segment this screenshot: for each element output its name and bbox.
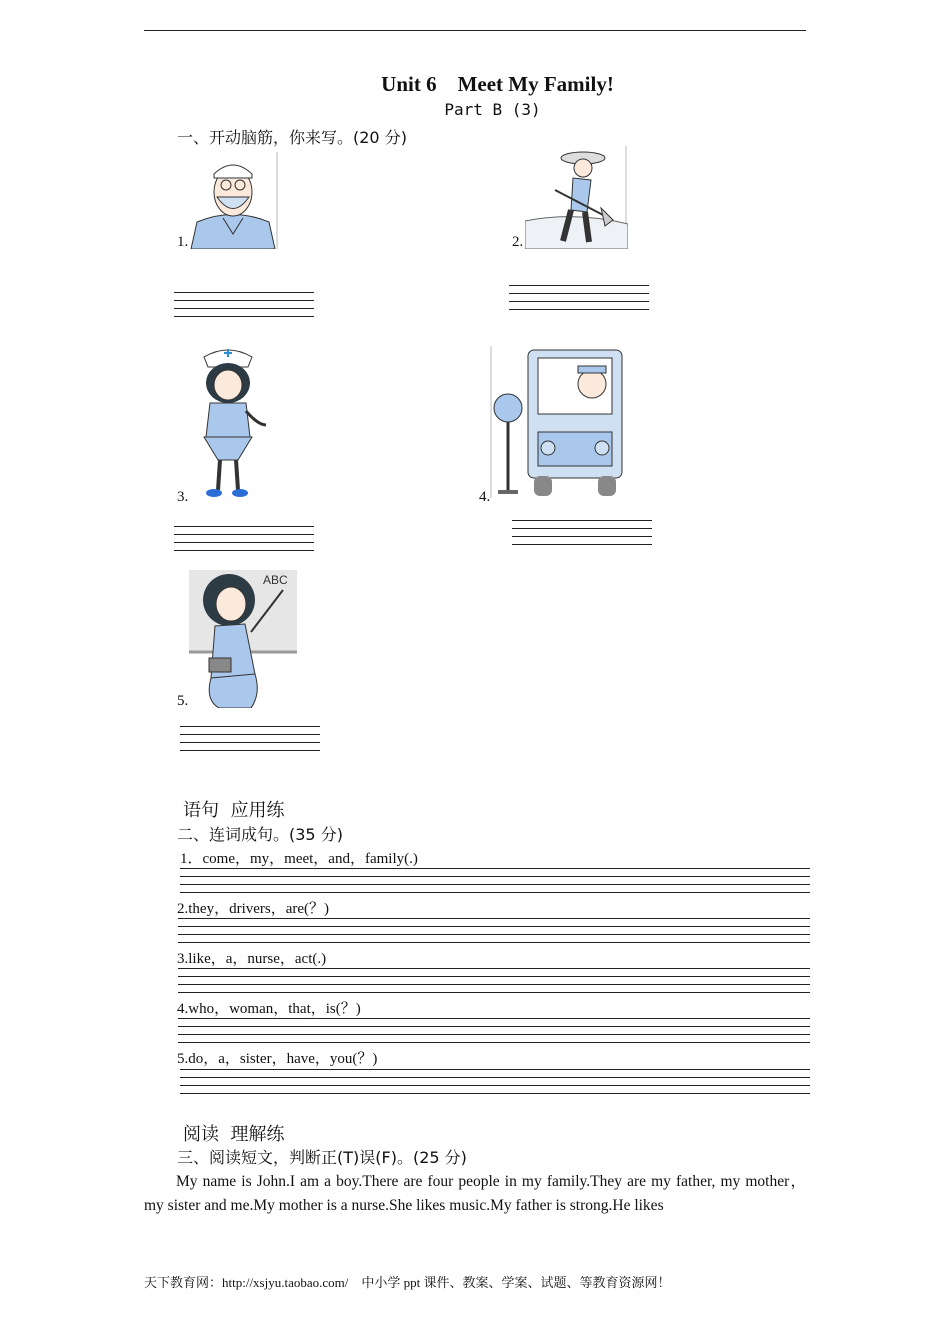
sentence-3: 3.like，a，nurse，act(.) [177, 951, 327, 967]
page-footer: 天下教育网：http://xsjyu.taobao.com/ 中小学 ppt 课件、教案、学案、试题、等教育资源网！ [144, 1275, 671, 1290]
practice-reading-heading: 阅读 理解练 [183, 1124, 285, 1145]
farmer-icon [525, 146, 628, 249]
top-rule [144, 30, 806, 31]
answer-lines-2[interactable] [509, 285, 649, 317]
sentence-1-lines[interactable] [180, 868, 810, 900]
answer-lines-1[interactable] [174, 292, 314, 324]
driver-icon [490, 346, 625, 498]
page-subtitle: Part B (3) [444, 100, 541, 119]
sentence-1: 1．come，my，meet，and，family(.) [180, 851, 418, 867]
answer-lines-5[interactable] [180, 726, 320, 758]
sentence-4: 4.who，woman，that，is(？) [177, 1001, 361, 1017]
item-number-3: 3. [177, 489, 189, 505]
sentence-3-lines[interactable] [178, 968, 810, 1000]
item-number-5: 5. [177, 693, 189, 709]
sentence-2: 2.they，drivers，are(？) [177, 901, 330, 917]
doctor-icon [189, 152, 278, 249]
item-number-1: 1. [177, 234, 189, 250]
answer-lines-4[interactable] [512, 520, 652, 552]
item-number-4: 4. [479, 489, 491, 505]
nurse-icon [190, 345, 270, 501]
sentence-4-lines[interactable] [178, 1018, 810, 1050]
page-title: Unit 6 Meet My Family! [381, 72, 614, 96]
sentence-2-lines[interactable] [178, 918, 810, 950]
section1-heading: 一、开动脑筋，你来写。(20 分) [177, 128, 407, 147]
sentence-5-lines[interactable] [180, 1069, 810, 1101]
reading-paragraph-text: My name is John.I am a boy.There are four people in my family.They are my father, my mother， my sister and me.My mother is a nurse.She likes music.My father is strong.He likes [144, 1173, 806, 1214]
reading-paragraph [144, 1170, 806, 1218]
sentence-5: 5.do，a，sister，have，you(？) [177, 1051, 378, 1067]
practice-sentence-heading: 语句 应用练 [183, 800, 285, 821]
answer-lines-3[interactable] [174, 526, 314, 558]
svg-text:ABC: ABC [263, 573, 288, 587]
teacher-icon [189, 570, 299, 708]
section2-heading: 二、连词成句。(35 分) [177, 825, 343, 844]
item-number-2: 2. [512, 234, 524, 250]
section3-heading: 三、阅读短文，判断正(T)误(F)。(25 分) [177, 1148, 467, 1167]
